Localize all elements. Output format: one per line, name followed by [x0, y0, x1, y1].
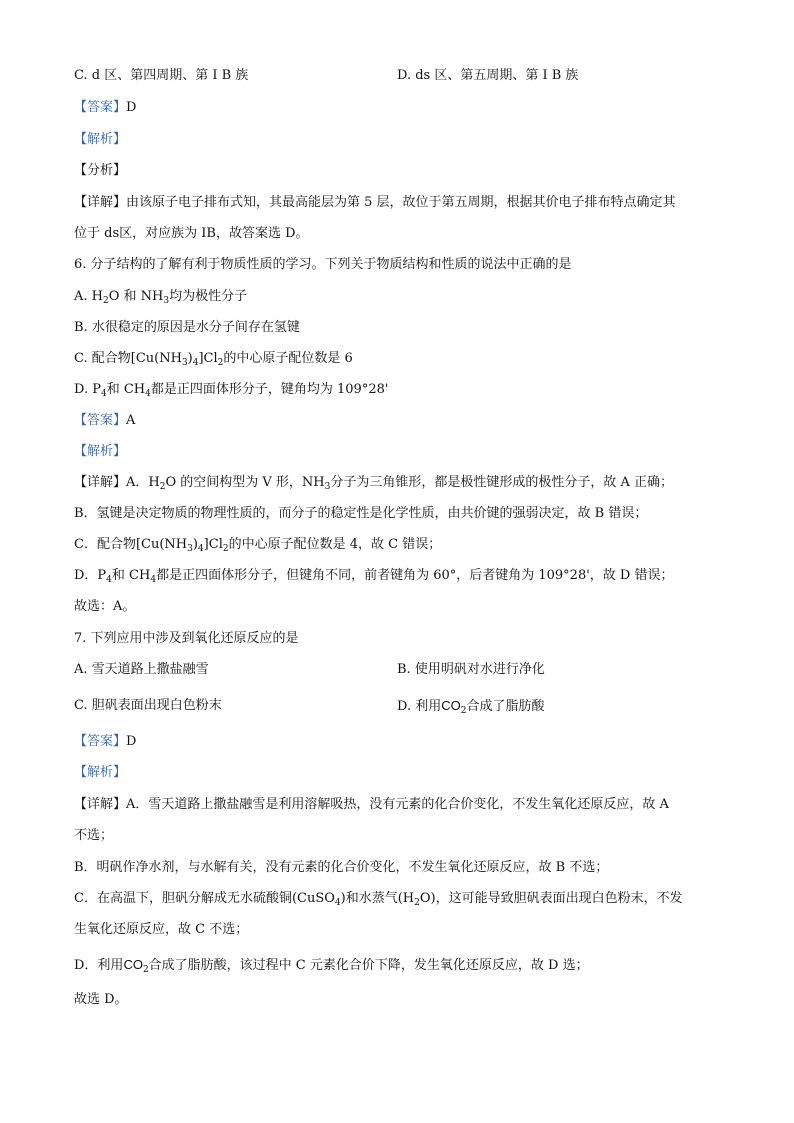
answer-value: D: [126, 100, 137, 115]
answer-tag: 【答案】: [74, 734, 127, 749]
q5-detail-line2: 位于 ds区，对应族为 IB，故答案选 D。: [74, 226, 309, 241]
q7-detail-c-line2: 生氧化还原反应，故 C 不选；: [74, 922, 249, 937]
q6-option-c: C. 配合物$[Cu(NH_3)_4]Cl_2$的中心原子配位数是 6: [74, 351, 353, 368]
q6-option-d: D. $P_4$和 $CH_4$都是正四面体形分子，键角均为 109°28': [74, 382, 389, 399]
q6-detail-a: 【详解】A．$H_2O$ 的空间构型为 V 形，$NH_3$分子为三角锥形，都是极性键形成的极性分子，故 A 正确；: [74, 475, 674, 492]
detail-tag: 【详解】: [74, 195, 127, 210]
q6-option-b: B. 水很稳定的原因是水分子间存在氢键: [74, 320, 300, 335]
q6-option-a: A. $H_2O$ 和 $NH_3$均为极性分子: [74, 289, 248, 306]
answer-tag: 【答案】: [74, 413, 127, 428]
q5-answer: [74, 99, 136, 117]
q7-detail-d: D．利用$CO_2$合成了脂肪酸，该过程中 C 元素化合价下降，发生氧化还原反应，故 D 选；: [74, 957, 589, 975]
q7-option-d: D. 利用$CO_2$合成了脂肪酸: [397, 698, 545, 716]
q7-conclusion: 故选 D。: [74, 992, 128, 1007]
q6-stem: 6. 分子结构的了解有利于物质性质的学习。下列关于物质结构和性质的说法中正确的是: [74, 257, 572, 272]
q7-detail-a-line2: 不选；: [74, 828, 114, 843]
q7-option-c: C. 胆矾表面出现白色粉末: [74, 698, 222, 713]
q5-option-c: C. d 区、第四周期、第 I B 族: [74, 68, 249, 83]
q7-option-b: B. 使用明矾对水进行净化: [397, 662, 545, 677]
detail-tag: 【详解】: [74, 475, 127, 490]
answer-value: D: [126, 734, 137, 749]
q6-conclusion: 故选：A。: [74, 599, 136, 614]
q7-analysis-tag: 【解析】: [74, 765, 127, 780]
q5-fenxi-tag: 【分析】: [74, 163, 127, 178]
q6-detail-d: D．$P_4$和 $CH_4$都是正四面体形分子，但键角不同，前者键角为 60°，后者键角为 109°28'，故 D 错误；: [74, 568, 674, 585]
q7-stem: 7. 下列应用中涉及到氧化还原反应的是: [74, 631, 299, 646]
q5-option-d: D. ds 区、第五周期、第 I B 族: [397, 68, 579, 83]
q7-detail-b: B．明矾作净水剂，与水解有关，没有元素的化合价变化，不发生氧化还原反应，故 B 不选；: [74, 860, 609, 875]
q5-detail-line1: 【详解】由该原子电子排布式知，其最高能层为第 5 层，故位于第五周期，根据其价电子排布特点确定其: [74, 195, 676, 210]
q6-detail-c: C．配合物$[Cu(NH_3)_4]Cl_2$的中心原子配位数是 4，故 C 错误；: [74, 537, 442, 554]
q6-answer: [74, 412, 135, 430]
detail-tag: 【详解】: [74, 797, 127, 812]
answer-tag: 【答案】: [74, 100, 127, 115]
q5-analysis-tag: 【解析】: [74, 132, 127, 147]
q7-detail-a-line1: 【详解】A．雪天道路上撒盐融雪是利用溶解吸热，没有元素的化合价变化，不发生氧化还原反应，故 A: [74, 797, 669, 812]
q6-analysis-tag: 【解析】: [74, 444, 127, 459]
q7-option-a: A. 雪天道路上撒盐融雪: [74, 662, 209, 677]
q7-answer: [74, 733, 136, 751]
answer-value: A: [126, 413, 136, 428]
q6-detail-b: B．氢键是决定物质的物理性质的，而分子的稳定性是化学性质，由共价键的强弱决定，故 B 错误；: [74, 506, 648, 521]
q7-detail-c-line1: C．在高温下，胆矾分解成无水硫酸铜(CuSO$_4$)和水蒸气$(H_2O)$，这可能导致胆矾表面出现白色粉末，不发: [74, 891, 683, 908]
